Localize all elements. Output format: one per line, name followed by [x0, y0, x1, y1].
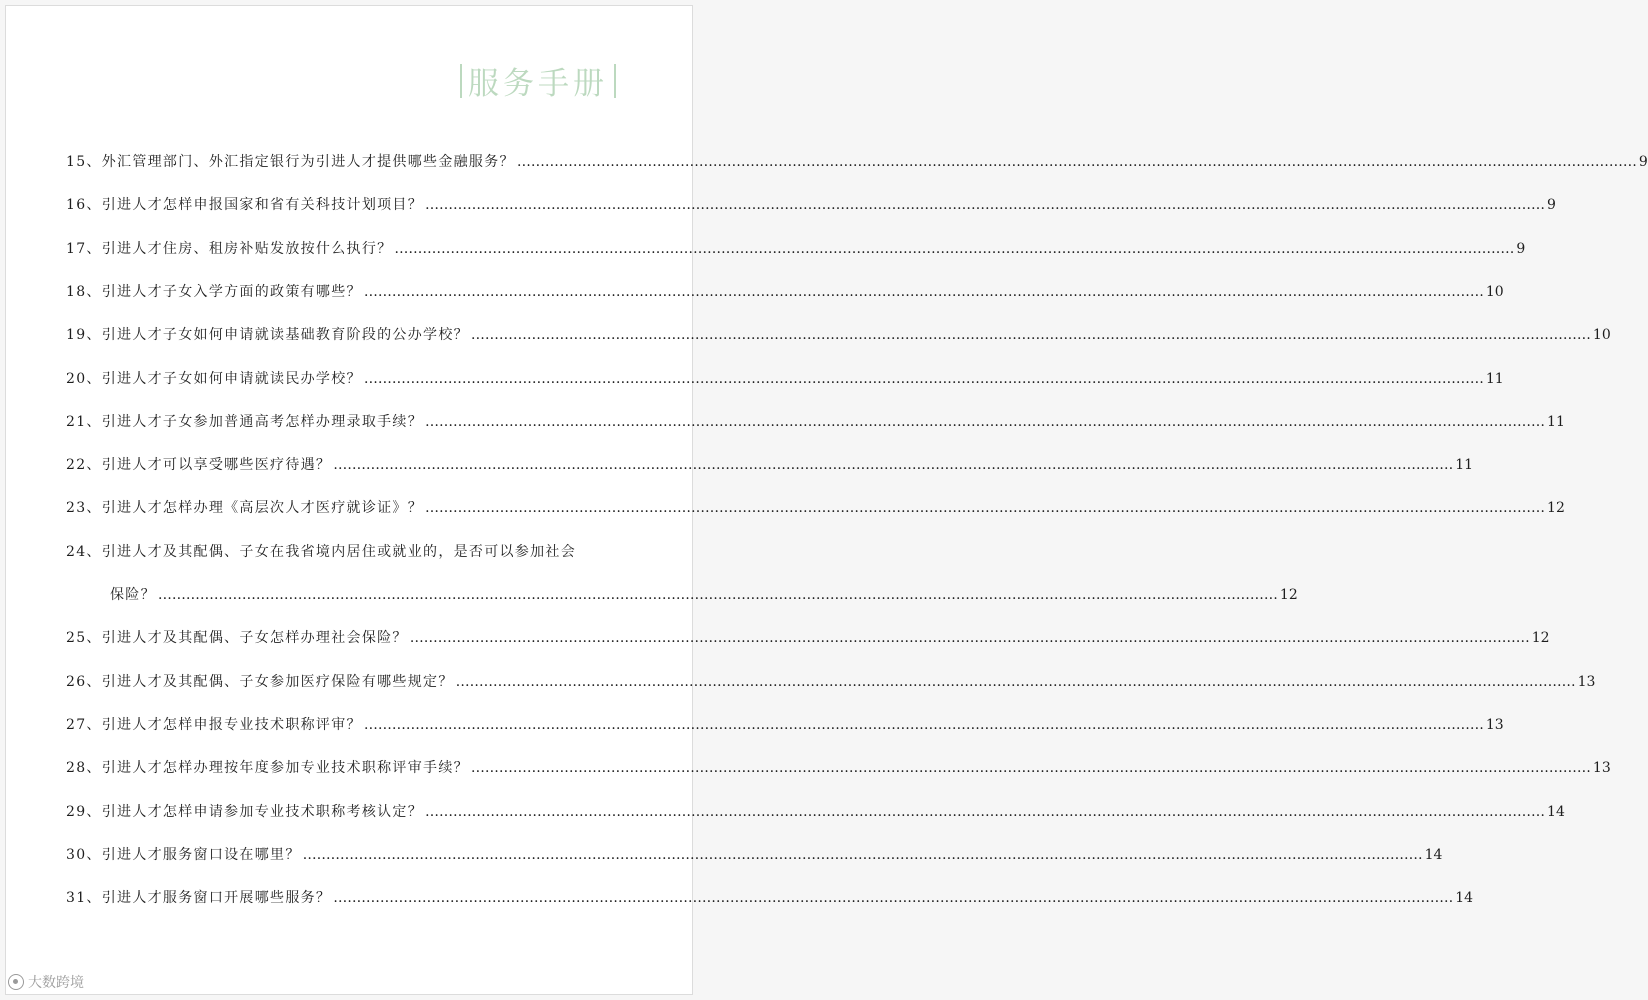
header-title: 服务手册 [468, 66, 608, 102]
toc-entry-page-number: 11 [1485, 370, 1504, 387]
toc-entry-number: 20、 [66, 370, 102, 387]
toc-entry-title: 引进人才子女如何申请就读民办学校？ [101, 370, 362, 387]
toc-entry-page-number: 13 [1577, 673, 1596, 690]
toc-leader-dots: …………………………………………………………………………………………………………………………………………………………………………………………………………………… [394, 240, 1515, 257]
toc-entry[interactable] [66, 454, 1474, 474]
toc-entry-number: 29、 [66, 803, 102, 820]
toc-entry[interactable] [66, 238, 1526, 258]
toc-entry-page-number: 10 [1485, 283, 1504, 300]
toc-entry-number: 15、 [66, 154, 102, 170]
toc-entry-page-number: 11 [1455, 457, 1474, 474]
toc-leader-dots: …………………………………………………………………………………………………………………………………………………………………………………………………………………… [516, 154, 1637, 170]
toc-entry[interactable] [66, 194, 1556, 214]
toc-entry-number: 21、 [66, 413, 102, 430]
toc-entry-number: 30、 [66, 846, 102, 863]
toc-entry-page-number: 12 [1531, 630, 1550, 647]
toc-entry-title: 引进人才子女入学方面的政策有哪些？ [101, 283, 362, 300]
toc-leader-dots: …………………………………………………………………………………………………………………………………………………………………………………………………………………… [409, 630, 1530, 647]
toc-entry-page-number: 14 [1455, 890, 1474, 907]
toc-leader-dots: …………………………………………………………………………………………………………………………………………………………………………………………………………………… [363, 283, 1484, 300]
toc-entry[interactable] [66, 411, 1565, 431]
toc-leader-dots: …………………………………………………………………………………………………………………………………………………………………………………………………………………… [363, 370, 1484, 387]
toc-leader-dots: …………………………………………………………………………………………………………………………………………………………………………………………………………………… [425, 413, 1546, 430]
toc-entry[interactable] [66, 627, 1550, 647]
toc-entry-number: 25、 [66, 630, 102, 647]
toc-leader-dots: …………………………………………………………………………………………………………………………………………………………………………………………………………………… [302, 846, 1423, 863]
toc-entry-page-number: 11 [1547, 413, 1565, 430]
toc-entry-number: 23、 [66, 500, 102, 517]
toc-entry-title-continued: 保险？ [110, 587, 156, 603]
toc-entry-page-number: 14 [1424, 846, 1443, 863]
toc-entry[interactable] [66, 844, 1443, 864]
watermark [8, 972, 84, 992]
toc-entry[interactable] [66, 671, 1596, 691]
toc-entry-title: 引进人才怎样申请参加专业技术职称考核认定？ [101, 803, 424, 820]
toc-entry-title: 引进人才住房、租房补贴发放按什么执行？ [101, 240, 393, 257]
toc-entry-page-number: 13 [1592, 760, 1611, 777]
watermark-logo-icon [8, 974, 24, 990]
toc-entry-title: 引进人才怎样办理《高层次人才医疗就诊证》？ [101, 500, 424, 517]
toc-entry-continuation[interactable] [110, 584, 1298, 604]
toc-entry-page-number: 14 [1547, 803, 1565, 820]
toc-entry[interactable] [66, 757, 1611, 777]
toc-leader-dots: …………………………………………………………………………………………………………………………………………………………………………………………………………………… [157, 587, 1278, 603]
toc-entry-page-number: 13 [1485, 716, 1504, 733]
toc-entry-number: 31、 [66, 890, 102, 907]
toc-entry-number: 26、 [66, 673, 102, 690]
toc-entry-title: 引进人才可以享受哪些医疗待遇？ [101, 457, 332, 474]
toc-entry-page-number: 9 [1516, 240, 1526, 257]
toc-entry-number: 24、 [66, 543, 102, 560]
toc-entry-title: 引进人才怎样申报专业技术职称评审？ [101, 716, 362, 733]
toc-entry-title: 引进人才及其配偶、子女参加医疗保险有哪些规定？ [101, 673, 454, 690]
toc-entry-title: 引进人才服务窗口设在哪里？ [101, 846, 301, 863]
toc-entry-number: 17、 [66, 240, 102, 257]
toc-entry-title: 引进人才子女如何申请就读基础教育阶段的公办学校？ [101, 327, 469, 344]
toc-entry-page-number: 12 [1547, 500, 1565, 517]
toc-entry-title: 引进人才服务窗口开展哪些服务？ [101, 890, 332, 907]
toc-leader-dots: …………………………………………………………………………………………………………………………………………………………………………………………………………………… [425, 197, 1546, 214]
toc-entry[interactable] [66, 151, 1648, 171]
toc-entry-title: 外汇管理部门、外汇指定银行为引进人才提供哪些金融服务？ [101, 154, 515, 170]
toc-entry-number: 28、 [66, 760, 102, 777]
toc-entry-page-number: 9 [1638, 154, 1648, 170]
header-right-bar [614, 64, 616, 98]
toc-leader-dots: …………………………………………………………………………………………………………………………………………………………………………………………………………………… [363, 716, 1484, 733]
toc-leader-dots: …………………………………………………………………………………………………………………………………………………………………………………………………………………… [333, 457, 1454, 474]
toc-leader-dots: …………………………………………………………………………………………………………………………………………………………………………………………………………………… [470, 327, 1591, 344]
toc-entry-title: 引进人才怎样申报国家和省有关科技计划项目？ [101, 197, 424, 214]
toc-entry[interactable] [66, 368, 1504, 388]
toc-entry[interactable] [66, 801, 1565, 821]
toc-leader-dots: …………………………………………………………………………………………………………………………………………………………………………………………………………………… [333, 890, 1454, 907]
toc-entry[interactable] [66, 714, 1504, 734]
toc-leader-dots: …………………………………………………………………………………………………………………………………………………………………………………………………………………… [455, 673, 1576, 690]
toc-entry-number: 27、 [66, 716, 102, 733]
toc-leader-dots: …………………………………………………………………………………………………………………………………………………………………………………………………………………… [470, 760, 1591, 777]
toc-entry[interactable] [66, 887, 1474, 907]
toc-entry-number: 19、 [66, 327, 102, 344]
toc-entry-title: 引进人才及其配偶、子女在我省境内居住或就业的，是否可以参加社会 [101, 543, 577, 560]
toc-entry[interactable] [66, 324, 1611, 344]
toc-entry-title: 引进人才怎样办理按年度参加专业技术职称评审手续？ [101, 760, 469, 777]
toc-entry-page-number: 9 [1547, 197, 1556, 214]
toc-entry-title: 引进人才及其配偶、子女怎样办理社会保险？ [101, 630, 408, 647]
toc-entry-number: 16、 [66, 197, 102, 214]
toc-entry-page-number: 10 [1592, 327, 1611, 344]
toc-leader-dots: …………………………………………………………………………………………………………………………………………………………………………………………………………………… [425, 500, 1546, 517]
toc-entry[interactable] [66, 497, 1565, 517]
toc-entry-number: 18、 [66, 283, 102, 300]
toc-entry-title: 引进人才子女参加普通高考怎样办理录取手续？ [101, 413, 424, 430]
page-header [460, 58, 616, 103]
toc-leader-dots: …………………………………………………………………………………………………………………………………………………………………………………………………………………… [425, 803, 1546, 820]
toc-entry[interactable] [66, 541, 622, 561]
document-page [5, 5, 1648, 995]
toc-entry-number: 22、 [66, 457, 102, 474]
watermark-text: 大数跨境 [28, 975, 84, 991]
toc-entry[interactable] [66, 281, 1504, 301]
toc-entry-page-number: 12 [1279, 587, 1298, 603]
